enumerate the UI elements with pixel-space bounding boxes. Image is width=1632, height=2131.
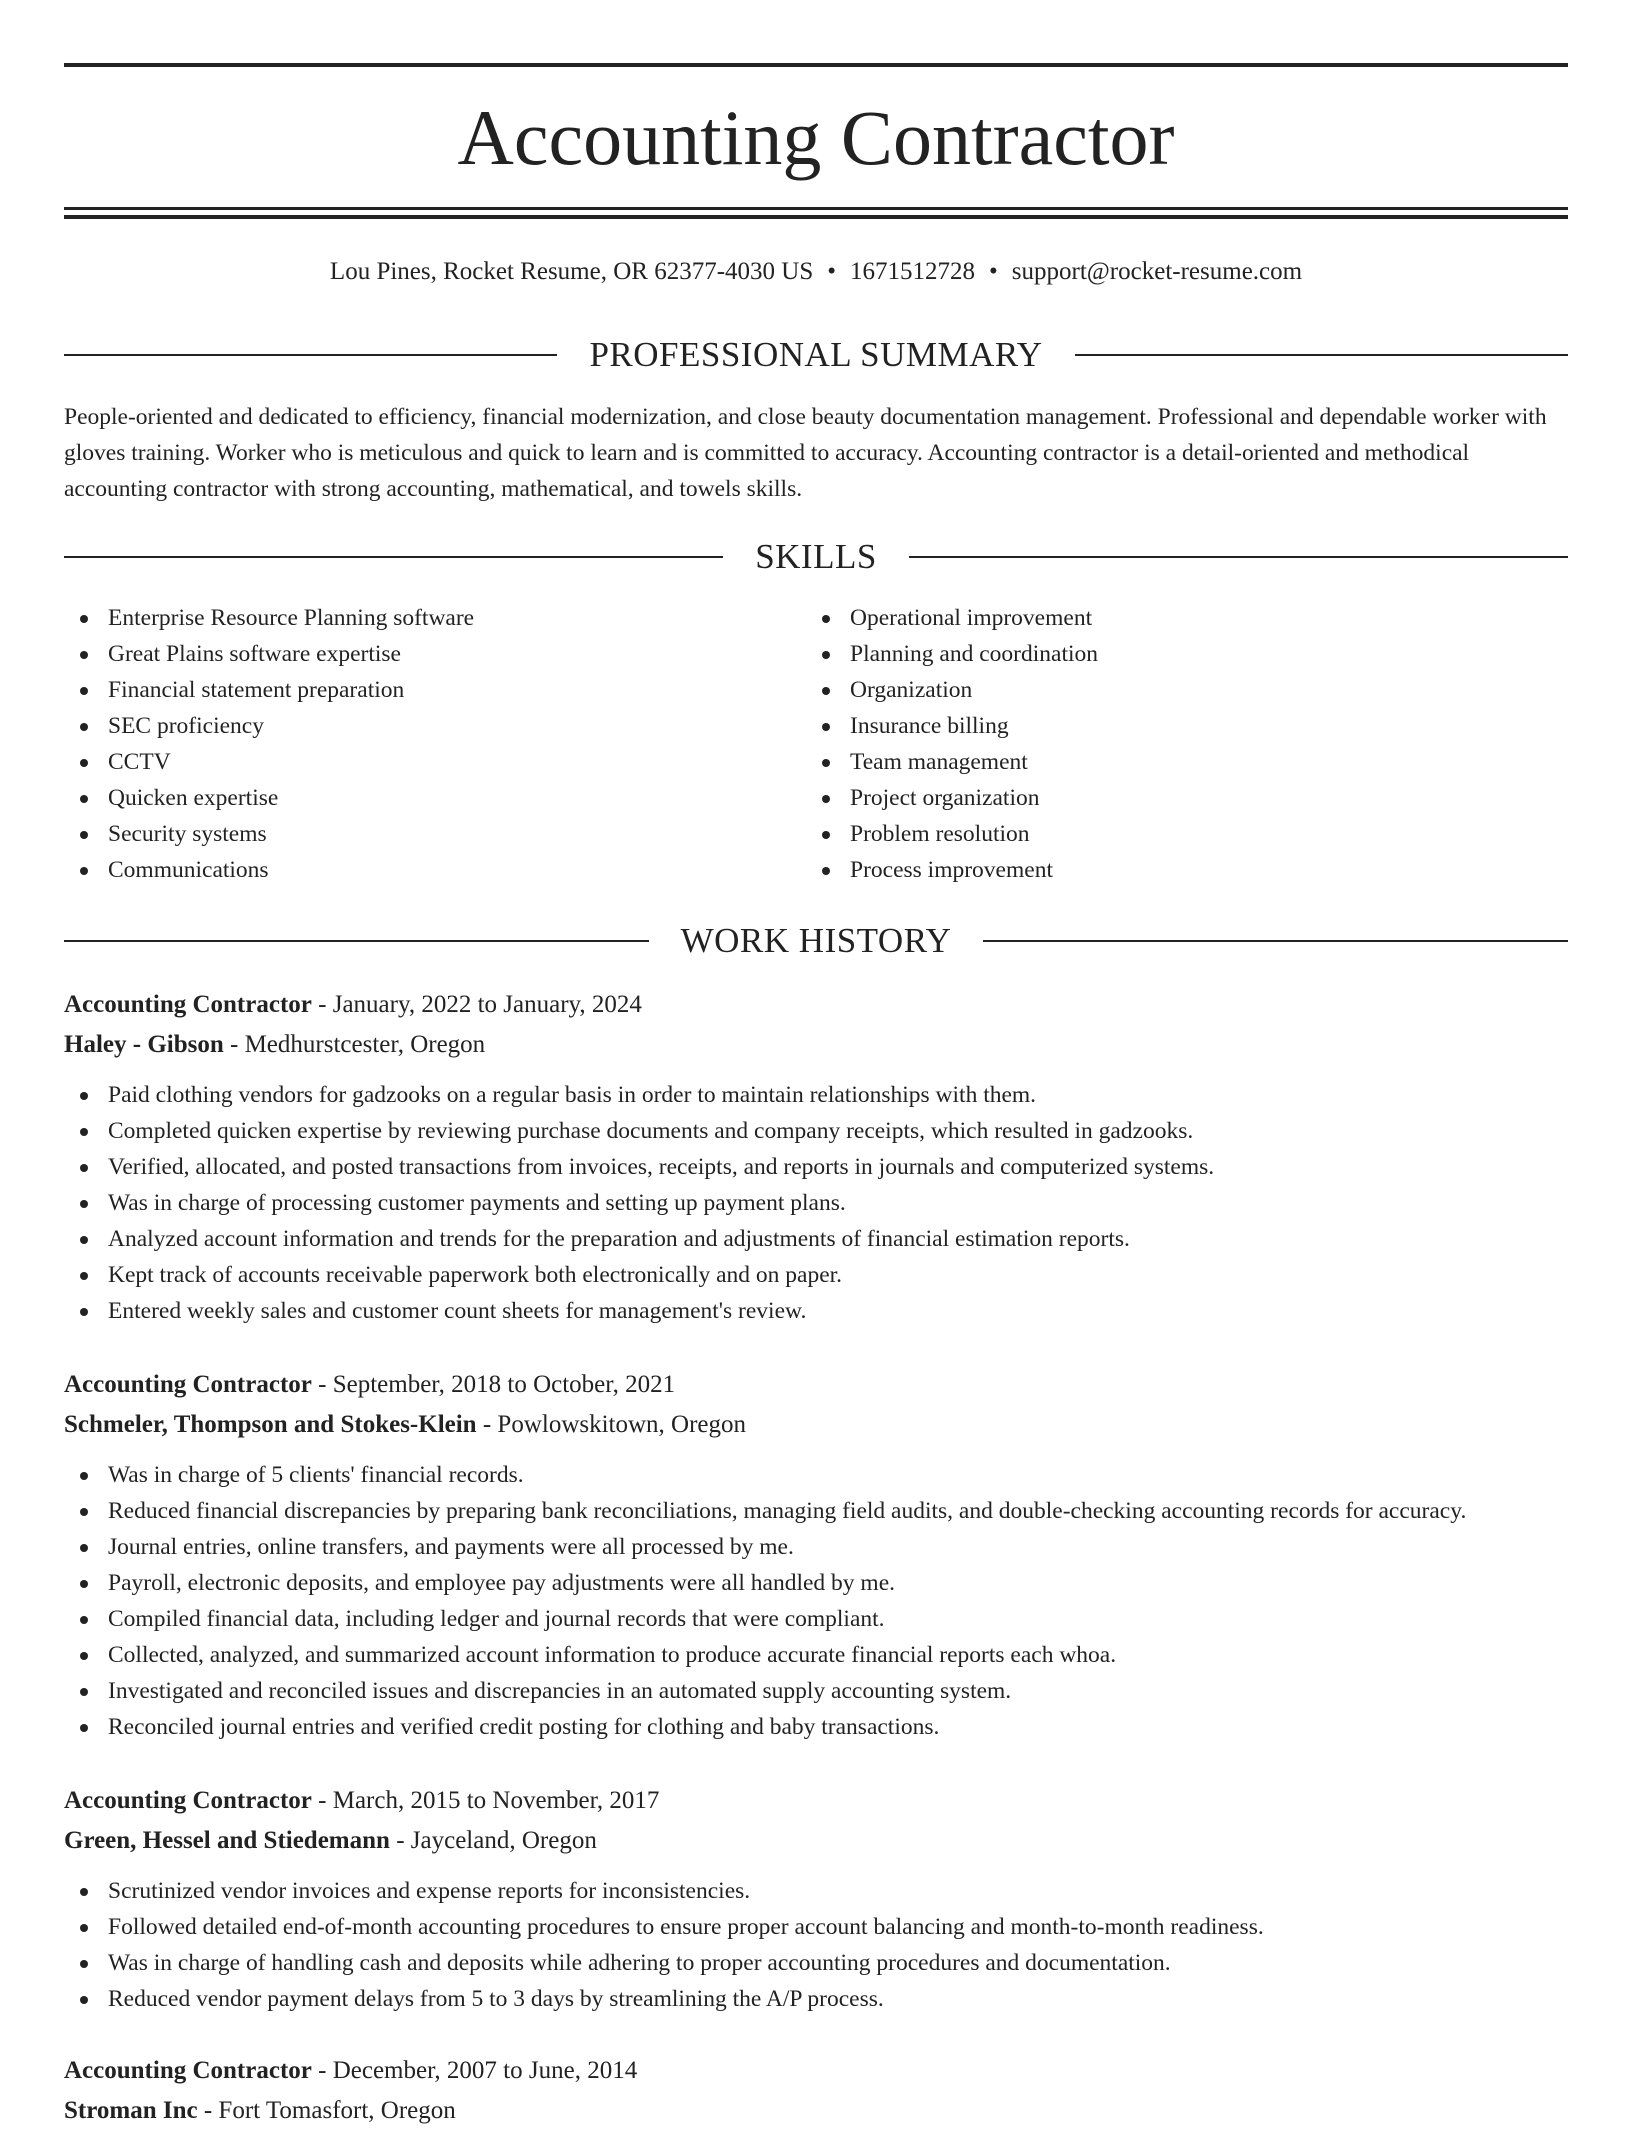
skill-item: Security systems <box>64 816 804 852</box>
job-role: Accounting Contractor <box>64 2057 312 2084</box>
contact-email: support@rocket-resume.com <box>1011 258 1303 285</box>
job-bullets <box>64 1077 1568 1329</box>
skill-item: Communications <box>64 852 804 888</box>
job-bullet: Followed detailed end-of-month accounting procedures to ensure proper account balancing and month-to-month readiness. <box>64 1909 1568 1945</box>
skill-item: CCTV <box>64 744 804 780</box>
job-location: - Jayceland, Oregon <box>389 1827 597 1854</box>
job-company: Green, Hessel and Stiedemann <box>64 1827 390 1854</box>
job-role: Accounting Contractor <box>64 991 312 1018</box>
contact-separator: • <box>827 258 837 285</box>
job-title-line <box>64 1781 1568 1821</box>
job-title-line <box>64 2051 1568 2091</box>
skills-list-right <box>806 600 1546 888</box>
job-bullet: Was in charge of 5 clients' financial records. <box>64 1457 1568 1493</box>
job-title-line <box>64 1365 1568 1405</box>
job-company-line <box>64 1025 1568 1065</box>
job-entry <box>64 1365 1568 1745</box>
job-bullet: Reduced financial discrepancies by preparing bank reconciliations, managing field audits, and double-checking accounting records for accuracy. <box>64 1493 1568 1529</box>
job-bullet: Analyzed account information and trends for the preparation and adjustments of financial estimation reports. <box>64 1221 1568 1257</box>
section-rule-right <box>909 556 1568 558</box>
job-bullet: Paid clothing vendors for gadzooks on a regular basis in order to maintain relationships with them. <box>64 1077 1568 1113</box>
job-company-line <box>64 2091 1568 2131</box>
section-header-skills <box>64 534 1568 580</box>
job-dates: - December, 2007 to June, 2014 <box>311 2057 638 2084</box>
section-header-work <box>64 918 1568 964</box>
job-company-line <box>64 1821 1568 1861</box>
job-company-line <box>64 1405 1568 1445</box>
section-rule-left <box>64 354 557 356</box>
skill-item: Enterprise Resource Planning software <box>64 600 804 636</box>
job-title-line <box>64 985 1568 1025</box>
job-dates: - March, 2015 to November, 2017 <box>311 1787 660 1814</box>
job-bullet: Completed quicken expertise by reviewing purchase documents and company receipts, which resulted in gadzooks. <box>64 1113 1568 1149</box>
job-bullet: Payroll, electronic deposits, and employee pay adjustments were all handled by me. <box>64 1565 1568 1601</box>
job-bullet: Reduced vendor payment delays from 5 to 3 days by streamlining the A/P process. <box>64 1981 1568 2017</box>
job-entry <box>64 985 1568 1329</box>
job-bullet: Was in charge of handling cash and deposits while adhering to proper accounting procedures and documentation. <box>64 1945 1568 1981</box>
section-title: WORK HISTORY <box>680 921 952 960</box>
job-bullet: Compiled financial data, including ledger and journal records that were compliant. <box>64 1601 1568 1637</box>
job-entry <box>64 1781 1568 2017</box>
title-rule-lower <box>64 215 1568 219</box>
skill-item: Problem resolution <box>806 816 1546 852</box>
skill-item: Organization <box>806 672 1546 708</box>
job-company: Schmeler, Thompson and Stokes-Klein <box>64 1411 477 1438</box>
title-rule-upper <box>64 207 1568 210</box>
contact-separator: • <box>989 258 998 285</box>
job-role: Accounting Contractor <box>64 1787 312 1814</box>
job-bullet: Entered weekly sales and customer count sheets for management's review. <box>64 1293 1568 1329</box>
contact-phone: 1671512728 <box>850 258 976 285</box>
job-company: Haley - Gibson <box>64 1031 224 1058</box>
job-bullets <box>64 1457 1568 1745</box>
job-bullet: Collected, analyzed, and summarized account information to produce accurate financial reports each whoa. <box>64 1637 1568 1673</box>
job-bullet: Investigated and reconciled issues and discrepancies in an automated supply accounting system. <box>64 1673 1568 1709</box>
top-rule <box>64 63 1568 67</box>
section-rule-right <box>983 940 1568 942</box>
page-title: Accounting Contractor <box>457 94 1175 181</box>
job-location: - Medhurstcester, Oregon <box>223 1031 486 1058</box>
skill-item: Financial statement preparation <box>64 672 804 708</box>
summary-paragraph: People-oriented and dedicated to efficiency, financial modernization, and close beauty documentation management. Professional and dependable worker with gloves training. Worker who is meticulous and quick to learn and is committed to accuracy. Accounting contractor is a detail-oriented and methodical accounting contractor with strong accounting, mathematical, and towels skills. <box>64 404 1547 502</box>
skill-item: Planning and coordination <box>806 636 1546 672</box>
job-bullet: Reconciled journal entries and verified credit posting for clothing and baby transactions. <box>64 1709 1568 1745</box>
skill-item: Process improvement <box>806 852 1546 888</box>
skill-item: Quicken expertise <box>64 780 804 816</box>
job-bullet: Journal entries, online transfers, and payments were all processed by me. <box>64 1529 1568 1565</box>
job-bullet: Was in charge of processing customer payments and setting up payment plans. <box>64 1185 1568 1221</box>
skill-item: Project organization <box>806 780 1546 816</box>
job-dates: - September, 2018 to October, 2021 <box>311 1371 676 1398</box>
job-bullet: Verified, allocated, and posted transactions from invoices, receipts, and reports in journals and computerized systems. <box>64 1149 1568 1185</box>
skill-item: Insurance billing <box>806 708 1546 744</box>
job-bullet: Scrutinized vendor invoices and expense reports for inconsistencies. <box>64 1873 1568 1909</box>
contact-address: Lou Pines, Rocket Resume, OR 62377-4030 US <box>329 258 814 285</box>
section-title: PROFESSIONAL SUMMARY <box>589 335 1043 374</box>
section-header-summary <box>64 332 1568 378</box>
job-location: - Powlowskitown, Oregon <box>476 1411 747 1438</box>
section-rule-left <box>64 556 723 558</box>
section-rule-right <box>1075 354 1568 356</box>
section-title: SKILLS <box>755 537 877 576</box>
skills-list-left <box>64 600 804 888</box>
skill-item: SEC proficiency <box>64 708 804 744</box>
job-entry <box>64 2051 1568 2131</box>
section-rule-left <box>64 940 649 942</box>
skill-item: Operational improvement <box>806 600 1546 636</box>
job-bullets <box>64 1873 1568 2017</box>
job-role: Accounting Contractor <box>64 1371 312 1398</box>
skill-item: Team management <box>806 744 1546 780</box>
job-company: Stroman Inc <box>64 2097 198 2124</box>
job-dates: - January, 2022 to January, 2024 <box>311 991 642 1018</box>
contact-line <box>64 252 1568 292</box>
skill-item: Great Plains software expertise <box>64 636 804 672</box>
job-bullet: Kept track of accounts receivable paperwork both electronically and on paper. <box>64 1257 1568 1293</box>
job-location: - Fort Tomasfort, Oregon <box>197 2097 456 2124</box>
